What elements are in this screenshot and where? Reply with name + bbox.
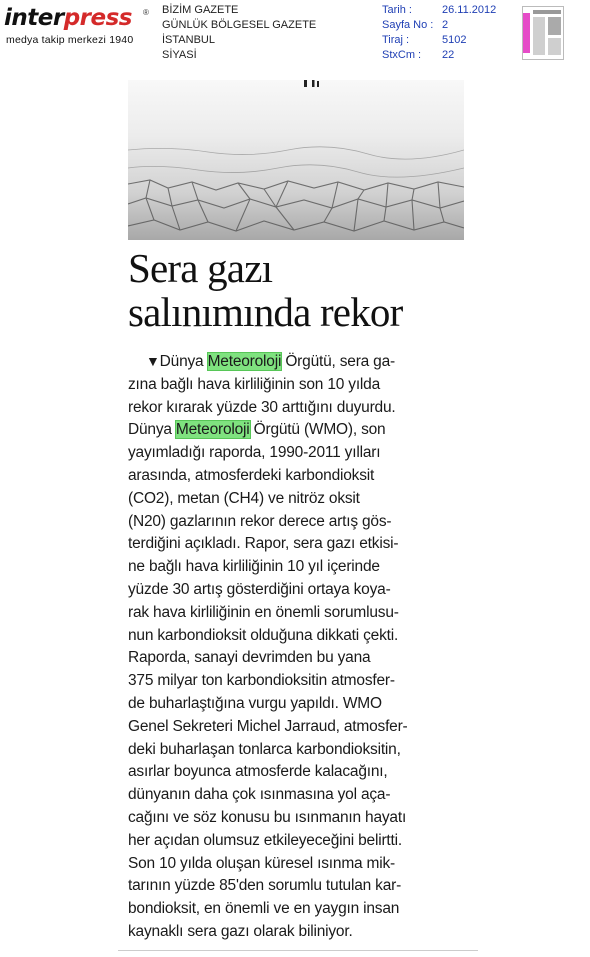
article-text: kaynaklı sera gazı olarak biliniyor. <box>128 922 353 940</box>
headline-line-1: Sera gazı <box>128 245 273 291</box>
article-text: (N20) gazlarının rekor derece artış gös- <box>128 512 392 530</box>
article-text: (CO2), metan (CH4) ve nitröz oksit <box>128 489 360 507</box>
thumbnail-masthead <box>533 10 561 14</box>
article-text: terdiğini açıkladı. Rapor, sera gazı etkisi- <box>128 535 399 553</box>
triangle-down-icon: ▼ <box>146 353 160 369</box>
article-line <box>128 898 464 921</box>
article-line <box>128 739 464 762</box>
cracked-earth-image <box>128 80 464 240</box>
logo-press: press <box>63 5 132 31</box>
highlighted-keyword: Meteoroloji <box>175 421 250 439</box>
page-value: 2 <box>442 19 449 31</box>
article-body <box>128 350 464 944</box>
article-line <box>128 647 464 670</box>
article-line <box>128 625 464 648</box>
article-text: zına bağlı hava kirliliğinin son 10 yılda <box>128 375 381 393</box>
article-text: nun karbondioksit olduğuna dikkati çekti. <box>128 626 399 644</box>
article-line <box>128 602 464 625</box>
article-text: bondioksit, en önemli ve en yaygın insan <box>128 900 400 918</box>
registered-mark: ® <box>143 8 149 17</box>
article-text: cağını ve söz konusu bu ısınmanın hayatı <box>128 808 407 826</box>
article-line <box>128 397 464 420</box>
article-line <box>128 921 464 944</box>
distant-figures <box>304 80 319 87</box>
article-line <box>128 693 464 716</box>
interpress-logo <box>4 4 154 52</box>
circulation-value: 5102 <box>442 34 467 46</box>
article-line <box>128 830 464 853</box>
article-text: 375 milyar ton karbondioksitin atmosfer- <box>128 672 395 690</box>
page-thumbnail[interactable] <box>522 6 564 60</box>
thumbnail-column <box>533 17 545 55</box>
article-line <box>128 853 464 876</box>
article-text: Dünya <box>128 421 176 439</box>
page-row <box>382 18 496 33</box>
article-text: yayımladığı raporda, 1990-2011 yılları <box>128 444 381 462</box>
article-line <box>128 419 464 442</box>
article-line <box>128 442 464 465</box>
circulation-row <box>382 33 496 48</box>
stxcm-value: 22 <box>442 49 455 61</box>
article-line <box>128 511 464 534</box>
article-text: Dünya <box>159 353 208 370</box>
publication-info <box>162 3 316 63</box>
article-headline <box>128 246 468 334</box>
logo-wordmark <box>4 4 132 32</box>
article-text: Raporda, sanayi devrimden bu yana <box>128 649 371 667</box>
article-text: rak hava kirliliğinin en önemli sorumlusu- <box>128 603 399 621</box>
logo-tagline: medya takip merkezi 1940 <box>6 34 134 46</box>
article-line <box>128 556 464 579</box>
article-line <box>128 875 464 898</box>
article-text: Genel Sekreteri Michel Jarraud, atmosfer- <box>128 717 408 735</box>
article-line <box>128 579 464 602</box>
article-text: rekor kırarak yüzde 30 arttığını duyurdu. <box>128 398 396 416</box>
stxcm-row <box>382 48 496 63</box>
article-text: Son 10 yılda oluşan küresel ısınma mik- <box>128 854 396 872</box>
article-text: Örgütü, sera ga- <box>281 353 395 370</box>
date-value: 26.11.2012 <box>442 4 497 16</box>
article-line <box>128 761 464 784</box>
article-line <box>128 465 464 488</box>
article-text: her açıdan olumsuz etkileyeceğini belirtti. <box>128 831 402 849</box>
article-line <box>128 374 464 397</box>
logo-inter: inter <box>4 5 64 31</box>
article-text: arasında, atmosferdeki karbondioksit <box>128 466 375 484</box>
article-line <box>128 807 464 830</box>
publication-name: BİZİM GAZETE <box>162 4 239 16</box>
publication-city: İSTANBUL <box>162 34 215 46</box>
highlighted-keyword: Meteoroloji <box>207 353 282 370</box>
date-label: Tarih : <box>382 4 412 16</box>
article-text: deki buharlaşan tonlarca karbondioksitin, <box>128 740 401 758</box>
article-photo <box>128 80 464 240</box>
thumbnail-highlight-bar <box>523 13 530 53</box>
thumbnail-column <box>548 38 561 55</box>
article-text: yüzde 30 artış gösterdiğini ortaya koya- <box>128 580 391 598</box>
article-text: asırlar boyunca atmosferde kalacağını, <box>128 763 388 781</box>
circulation-label: Tiraj : <box>382 34 410 46</box>
publication-type: GÜNLÜK BÖLGESEL GAZETE <box>162 19 317 31</box>
article-text: ne bağlı hava kirliliğinin 10 yıl içerinde <box>128 558 380 576</box>
article-text: Örgütü (WMO), son <box>249 421 386 439</box>
page-label: Sayfa No : <box>382 19 434 31</box>
article-line <box>128 350 464 374</box>
publication-section: SİYASİ <box>162 49 197 61</box>
date-row <box>382 3 496 18</box>
article-text: de buharlaştığına vurgu yapıldı. WMO <box>128 694 382 712</box>
article-line <box>128 533 464 556</box>
article-line <box>128 784 464 807</box>
headline-line-2: salınımında rekor <box>128 289 403 335</box>
clipping-details <box>382 3 496 63</box>
stxcm-label: StxCm : <box>382 49 422 61</box>
thumbnail-photo <box>548 17 561 35</box>
article-text: dünyanın daha çok ısınmasına yol aça- <box>128 786 391 804</box>
article-line <box>128 488 464 511</box>
article-text: tarının yüzde 85'den sorumlu tutulan kar- <box>128 877 402 895</box>
article-line <box>128 670 464 693</box>
article-line <box>128 716 464 739</box>
bottom-rule <box>118 950 478 951</box>
